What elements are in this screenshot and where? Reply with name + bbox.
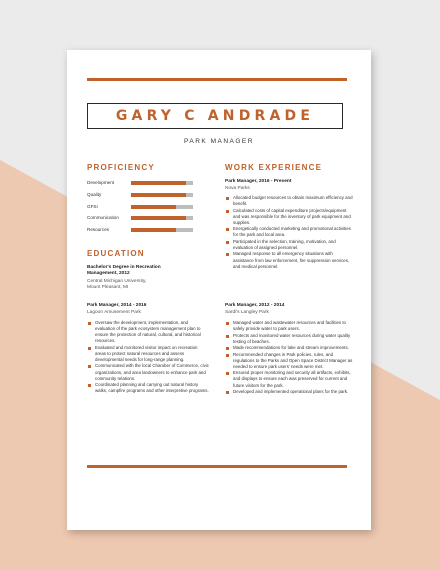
skill-row <box>87 203 197 211</box>
job-bullets-1 <box>225 195 353 270</box>
list-item: Developed and implemented operational plans for the park. <box>225 389 353 395</box>
skill-row <box>87 226 197 234</box>
skill-bar <box>131 216 193 220</box>
skill-bar-fill <box>131 181 186 185</box>
candidate-name: GARY C ANDRADE <box>115 108 315 124</box>
list-item: Calculated costs of capital expenditure projects/equipment and was responsible for the inventory of park equipment and supplies. <box>225 208 353 226</box>
skill-row <box>87 179 197 187</box>
school-line: Central Michigan University, <box>87 279 147 284</box>
top-rule <box>87 78 347 81</box>
list-item: Managed response to all emergency situations with assistance from law enforcement, fire suppression services, and medical personnel. <box>225 251 353 269</box>
name-box <box>87 103 343 129</box>
list-item: Recommended changes in Park policies, rules, and regulations to the Parks and Open Space District Manager as needed to ensure park users' needs were met. <box>225 352 353 370</box>
school-line: Mount Pleasant, MI <box>87 285 129 290</box>
job-company-2: Lagoon Amusement Park <box>87 310 141 315</box>
skill-label: Quality <box>87 192 102 197</box>
list-item: Energetically conducted marketing and promotional activities for the park and local area. <box>225 226 353 238</box>
list-item: Participated in the selection, training, motivation, and evaluation of assigned personnel. <box>225 239 353 251</box>
job-title: PARK MANAGER <box>184 138 254 145</box>
job-title-3: Park Manager, 2012 - 2014 <box>225 303 285 308</box>
job-bullets-2 <box>87 320 209 395</box>
list-item: Coordinated planning and carrying out natural history walks, campfire programs and other interpretive programs. <box>87 382 209 394</box>
skill-bar <box>131 193 193 197</box>
job-company-3: Sardi's Langley Park <box>225 310 269 315</box>
school <box>87 279 217 291</box>
skill-label: Communication <box>87 215 119 220</box>
skill-row <box>87 191 197 199</box>
skill-label: GFSI <box>87 204 98 209</box>
job-title-1: Park Manager, 2016 - Present <box>225 179 292 184</box>
degree <box>87 265 217 277</box>
skill-label: Development <box>87 180 115 185</box>
skill-bar <box>131 181 193 185</box>
list-item: Oversaw the development, implementation, and evaluation of the park ecosystem management plan to ensure the protection of natural, cultural, and historical resources. <box>87 320 209 344</box>
proficiency-heading: PROFICIENCY <box>87 163 155 172</box>
skill-bar-fill <box>131 193 186 197</box>
list-item: Managed water and wastewater resources and facilities to safely provide water to park users. <box>225 320 353 332</box>
job-company-1: Nova Parks <box>225 186 250 191</box>
skill-bar <box>131 205 193 209</box>
skill-bar-fill <box>131 205 176 209</box>
skill-label: Resources <box>87 227 109 232</box>
list-item: Communicated with the local Chamber of Commerce, civic organizations, and area landowners to enhance park and community relations. <box>87 363 209 381</box>
list-item: Ensured proper monitoring and security all artifacts, exhibits, and displays to ensure each was preserved for current and future visitors for the park. <box>225 370 353 388</box>
bottom-rule <box>87 465 347 468</box>
skill-bar-fill <box>131 216 186 220</box>
degree-line: Management, 2012 <box>87 271 130 276</box>
job-title-2: Park Manager, 2014 - 2016 <box>87 303 147 308</box>
list-item: Evaluated and monitored visitor impact on recreation areas to protect natural resources and assess developmental needs for long-range planning. <box>87 345 209 363</box>
degree-line: Bachelor's Degree in Recreation <box>87 265 161 270</box>
job-bullets-3 <box>225 320 353 395</box>
education-heading: EDUCATION <box>87 249 145 258</box>
list-item: Allocated budget resources to obtain maximum efficiency and benefit. <box>225 195 353 207</box>
skill-row <box>87 214 197 222</box>
work-experience-heading: WORK EXPERIENCE <box>225 163 323 172</box>
resume-page <box>67 50 371 530</box>
list-item: Protects and monitored water resources during water quality testing of beaches. <box>225 333 353 345</box>
skill-bar <box>131 228 193 232</box>
list-item: Made recommendations for lake and stream improvements. <box>225 345 353 351</box>
skill-bar-fill <box>131 228 176 232</box>
